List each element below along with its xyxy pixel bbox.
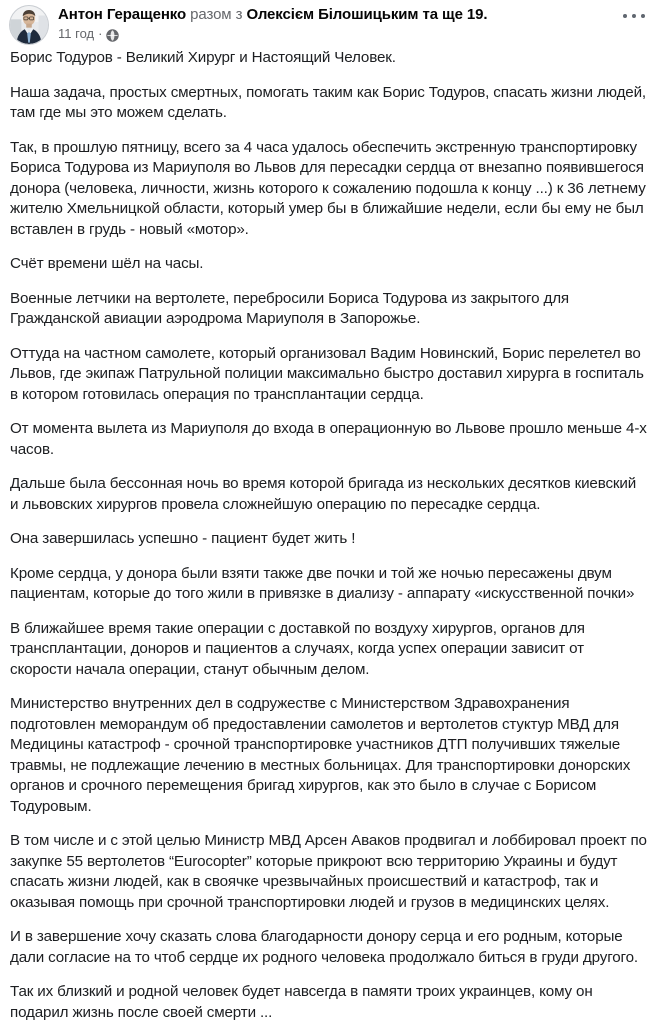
avatar[interactable] xyxy=(9,5,49,45)
post-header-text xyxy=(58,4,649,42)
post-paragraph: От момента вылета из Мариуполя до входа в операционную во Львове прошло меньше 4-х часов. xyxy=(10,420,647,458)
post-paragraph: Она завершилась успешно - пациент будет жить ! xyxy=(10,530,356,547)
post-paragraph: Военные летчики на вертолете, перебросили Бориса Тодурова из закрытого для Гражданской авиации аэродрома Мариуполя в Запорожье. xyxy=(10,289,569,327)
post-body xyxy=(0,46,659,1023)
author-name[interactable]: Антон Геращенко xyxy=(58,6,187,23)
post-paragraph: В ближайшее время такие операции с доставкой по воздуху хирургов, органов для трансплантации, доноров и пациентов а случаях, когда успех операции зависит от скорости начала операции, станут обычным делом. xyxy=(10,619,585,678)
globe-icon[interactable] xyxy=(106,29,119,42)
post-paragraph: Министерство внутренних дел в содружестве с Министерством Здравохранения подготовлен меморандум об предоставлении самолетов и вертолетов стуктур МВД для Медицины катастроф - срочной транспортировке участников ДТП получивших тяжелые травмы, не подлежащие лечению в местных больницах. Для транспортировки донорских органов и срочного перемещения бригад хирургов, как это было в случае с Борисом Тодуровым. xyxy=(10,695,631,815)
post-paragraph: Наша задача, простых смертных, помогать таким как Борис Тодуров, спасать жизни людей, там где мы это можем сделать. xyxy=(10,83,646,121)
byline xyxy=(58,5,649,24)
meta-separator: · xyxy=(98,26,103,41)
more-tagged-label[interactable]: та ще 19. xyxy=(422,6,488,23)
timestamp[interactable]: 11 год xyxy=(58,26,95,41)
more-options-icon[interactable] xyxy=(623,11,645,21)
post-paragraph: Так, в прошлую пятницу, всего за 4 часа удалось обеспечить экстренную транспортировку Бориса Тодурова из Мариуполя во Львов для пересадки сердца от внезапно появившегося донора (человека, личности, жизнь которого к сожалению подошла к концу ...) к 36 летнему жителю Хмельницкой области, который умер бы в ближайшие недели, если бы ему не был вставлен в грудь - новый «мотор». xyxy=(10,138,646,238)
dot-2 xyxy=(632,14,636,18)
post-meta xyxy=(58,26,649,42)
post-paragraph: В том числе и с этой целью Министр МВД Арсен Аваков продвигал и лоббировал проект по закупке 55 вертолетов “Eurocopter” которые прикроют всю территорию Украины и будут спасать жизни людей, как в своячке чрезвычайных происшествий и катастроф, так и оказывая помощь при срочной транспортировки людей и грузов в медицинских целях. xyxy=(10,832,647,911)
post-paragraph: Дальше была бессонная ночь во время которой бригада из нескольких десятков киевский и львовских хирургов провела сложнейшую операцию по пересадке сердца. xyxy=(10,475,637,513)
post-paragraph: Борис Тодуров - Великий Хирург и Настоящий Человек. xyxy=(10,49,396,66)
post-paragraph: Счёт времени шёл на часы. xyxy=(10,255,204,272)
dot-1 xyxy=(623,14,627,18)
cotag-name[interactable]: Олексієм Білошицьким xyxy=(246,6,419,23)
post-header xyxy=(0,0,659,46)
post-paragraph: И в завершение хочу сказать слова благодарности донору серца и его родным, которые дали согласие на то чтоб сердце их родного человека продолжало биться в груди другого. xyxy=(10,928,638,966)
with-label: разом з xyxy=(190,6,243,23)
dot-3 xyxy=(641,14,645,18)
post-paragraph: Кроме сердца, у донора были взяти также две почки и той же ночью пересажены двум пациентам, которые до того жили в привязке в диализу - аппарату «искусственной почки» xyxy=(10,564,635,602)
post-paragraph: Так их близкий и родной человек будет навсегда в памяти троих украинцев, кому он подарил жизнь после своей смерти ... xyxy=(10,983,593,1021)
post-paragraph: Оттуда на частном самолете, который организовал Вадим Новинский, Борис перелетел во Львов, где экипаж Патрульной полиции максимально быстро доставил хирурга в госпиталь в котором готовилась операция по трансплантации сердца. xyxy=(10,344,644,403)
